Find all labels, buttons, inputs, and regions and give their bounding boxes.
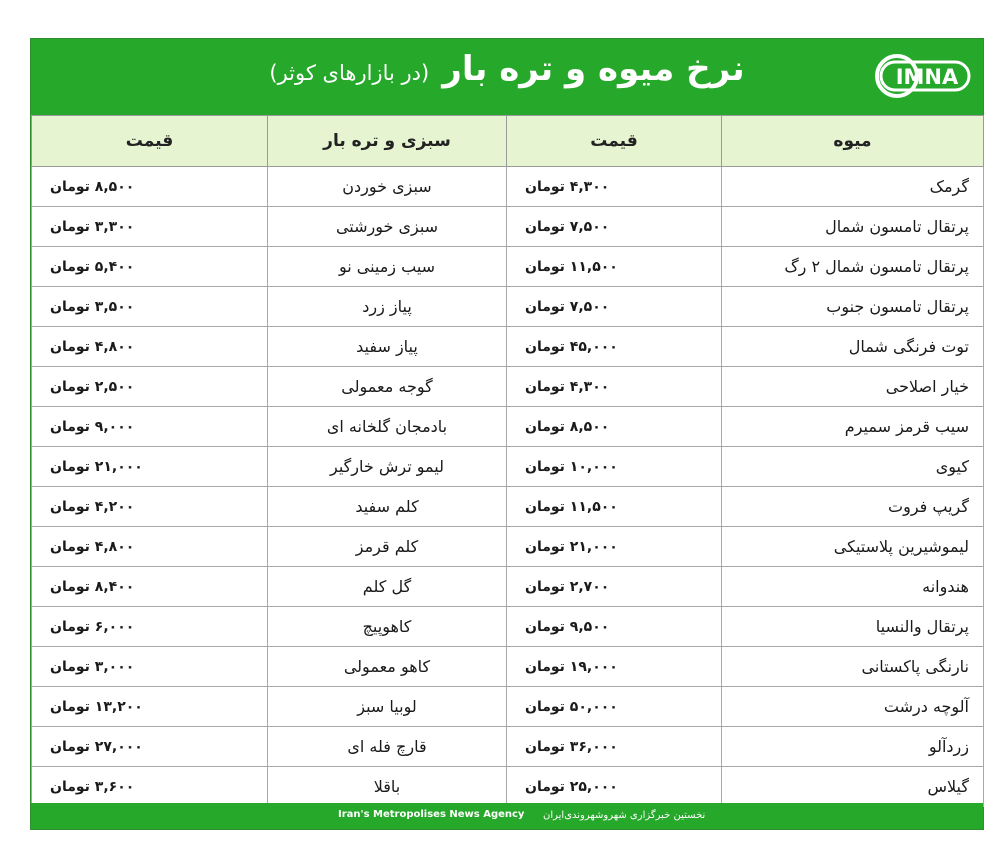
imna-logo <box>874 53 974 99</box>
table-row <box>32 527 984 567</box>
table-row <box>32 447 984 487</box>
table-row <box>32 207 984 247</box>
footer-persian-text: نخستین خبرگزاری شهروشهروندی‌ایران <box>543 810 706 821</box>
vegetable-name: لوبیا سبز <box>268 687 507 727</box>
column-header-vegetable: سبزی و تره بار <box>268 116 507 167</box>
table-row <box>32 247 984 287</box>
vegetable-name: کلم سفید <box>268 487 507 527</box>
page-title: نرخ میوه و تره بار <box>442 49 745 89</box>
fruit-price: ۴۵,۰۰۰ تومان <box>507 327 722 367</box>
vegetable-price: ۲,۵۰۰ تومان <box>32 367 268 407</box>
fruit-price: ۸,۵۰۰ تومان <box>507 407 722 447</box>
vegetable-price: ۸,۵۰۰ تومان <box>32 167 268 207</box>
fruit-price: ۹,۵۰۰ تومان <box>507 607 722 647</box>
fruit-name: آلوچه درشت <box>722 687 984 727</box>
table-body <box>32 167 984 807</box>
vegetable-price: ۶,۰۰۰ تومان <box>32 607 268 647</box>
vegetable-name: بادمجان گلخانه ای <box>268 407 507 447</box>
fruit-name: هندوانه <box>722 567 984 607</box>
fruit-name: خیار اصلاحی <box>722 367 984 407</box>
vegetable-price: ۵,۴۰۰ تومان <box>32 247 268 287</box>
vegetable-price: ۴,۸۰۰ تومان <box>32 327 268 367</box>
fruit-name: پرتقال تامسون شمال ۲ رگ <box>722 247 984 287</box>
table-row <box>32 647 984 687</box>
vegetable-name: کاهو معمولی <box>268 647 507 687</box>
fruit-name: گرمک <box>722 167 984 207</box>
vegetable-name: کاهوپیچ <box>268 607 507 647</box>
price-table <box>31 115 984 807</box>
vegetable-price: ۴,۸۰۰ تومان <box>32 527 268 567</box>
fruit-name: پرتقال تامسون شمال <box>722 207 984 247</box>
column-header-fruit: میوه <box>722 116 984 167</box>
vegetable-name: باقلا <box>268 767 507 807</box>
table-row <box>32 767 984 807</box>
table-row <box>32 407 984 447</box>
vegetable-price: ۸,۴۰۰ تومان <box>32 567 268 607</box>
table-header-row <box>32 116 984 167</box>
fruit-price: ۱۱,۵۰۰ تومان <box>507 247 722 287</box>
fruit-price: ۱۹,۰۰۰ تومان <box>507 647 722 687</box>
fruit-name: سیب قرمز سمیرم <box>722 407 984 447</box>
fruit-name: نارنگی پاکستانی <box>722 647 984 687</box>
vegetable-price: ۲۱,۰۰۰ تومان <box>32 447 268 487</box>
fruit-price: ۵۰,۰۰۰ تومان <box>507 687 722 727</box>
price-sheet <box>30 38 984 830</box>
fruit-price: ۷,۵۰۰ تومان <box>507 207 722 247</box>
table-row <box>32 287 984 327</box>
vegetable-name: سیب زمینی نو <box>268 247 507 287</box>
table-row <box>32 367 984 407</box>
column-header-fruit-price: قیمت <box>507 116 722 167</box>
fruit-name: پرتقال تامسون جنوب <box>722 287 984 327</box>
title-block <box>31 49 983 89</box>
vegetable-price: ۹,۰۰۰ تومان <box>32 407 268 447</box>
fruit-price: ۷,۵۰۰ تومان <box>507 287 722 327</box>
table-row <box>32 567 984 607</box>
vegetable-name: گوجه معمولی <box>268 367 507 407</box>
fruit-name: گیلاس <box>722 767 984 807</box>
vegetable-price: ۲۷,۰۰۰ تومان <box>32 727 268 767</box>
vegetable-name: پیاز سفید <box>268 327 507 367</box>
vegetable-price: ۳,۰۰۰ تومان <box>32 647 268 687</box>
page-subtitle: (در بازارهای کوثر) <box>269 61 430 85</box>
vegetable-name: گل کلم <box>268 567 507 607</box>
vegetable-price: ۱۳,۲۰۰ تومان <box>32 687 268 727</box>
fruit-price: ۲۱,۰۰۰ تومان <box>507 527 722 567</box>
footer-bar <box>31 803 983 829</box>
vegetable-name: سبزی خورشتی <box>268 207 507 247</box>
vegetable-price: ۳,۳۰۰ تومان <box>32 207 268 247</box>
table-row <box>32 327 984 367</box>
fruit-price: ۳۶,۰۰۰ تومان <box>507 727 722 767</box>
fruit-price: ۴,۳۰۰ تومان <box>507 367 722 407</box>
vegetable-name: کلم قرمز <box>268 527 507 567</box>
table-row <box>32 167 984 207</box>
fruit-name: لیموشیرین پلاستیکی <box>722 527 984 567</box>
fruit-name: گریپ فروت <box>722 487 984 527</box>
fruit-price: ۲۵,۰۰۰ تومان <box>507 767 722 807</box>
vegetable-name: قارچ فله ای <box>268 727 507 767</box>
logo-text: IMNA <box>895 65 959 89</box>
fruit-price: ۱۰,۰۰۰ تومان <box>507 447 722 487</box>
fruit-name: زردآلو <box>722 727 984 767</box>
header-banner <box>31 39 983 115</box>
footer-english-text: Iran's Metropolises News Agency <box>338 809 525 820</box>
table-row <box>32 687 984 727</box>
fruit-name: پرتقال والنسیا <box>722 607 984 647</box>
column-header-vegetable-price: قیمت <box>32 116 268 167</box>
vegetable-name: پیاز زرد <box>268 287 507 327</box>
table-row <box>32 607 984 647</box>
vegetable-price: ۴,۲۰۰ تومان <box>32 487 268 527</box>
fruit-price: ۴,۳۰۰ تومان <box>507 167 722 207</box>
vegetable-name: لیمو ترش خارگیر <box>268 447 507 487</box>
vegetable-price: ۳,۵۰۰ تومان <box>32 287 268 327</box>
fruit-name: کیوی <box>722 447 984 487</box>
table-row <box>32 727 984 767</box>
table-row <box>32 487 984 527</box>
fruit-price: ۱۱,۵۰۰ تومان <box>507 487 722 527</box>
fruit-name: توت فرنگی شمال <box>722 327 984 367</box>
fruit-price: ۲,۷۰۰ تومان <box>507 567 722 607</box>
vegetable-price: ۳,۶۰۰ تومان <box>32 767 268 807</box>
vegetable-name: سبزی خوردن <box>268 167 507 207</box>
